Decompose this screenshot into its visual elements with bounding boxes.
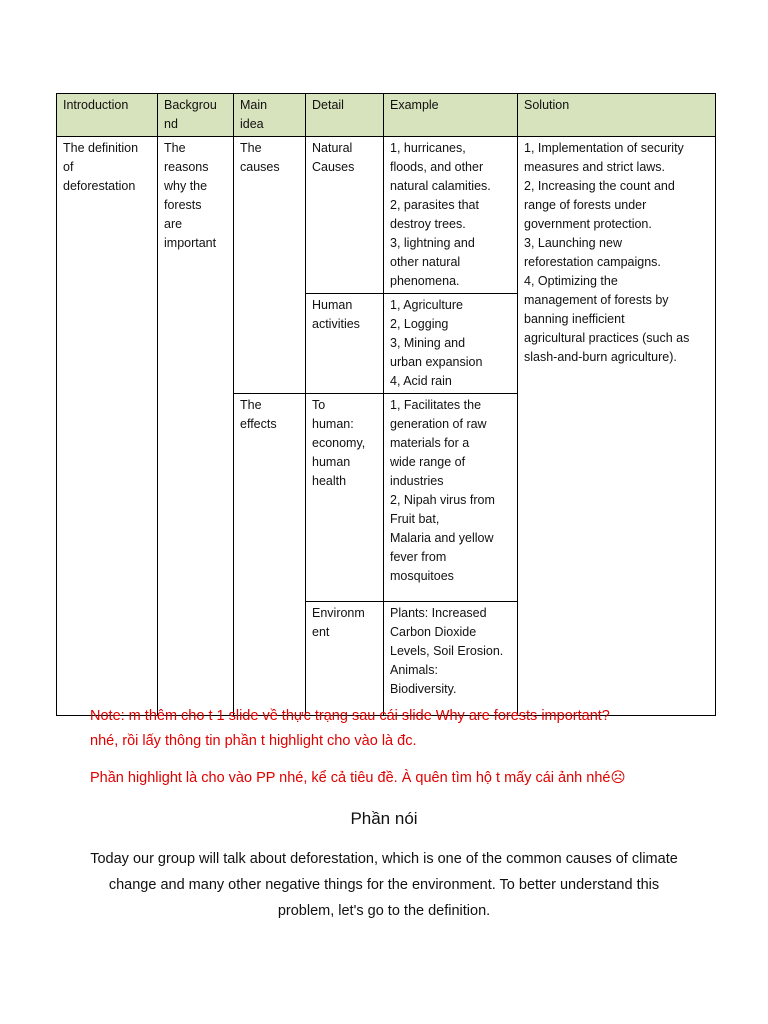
main-idea-causes-cell: The causes [234, 137, 306, 394]
detail-cell: Human activities [306, 294, 384, 394]
example-cell: Plants: Increased Carbon Dioxide Levels, Soil Erosion. Animals: Biodiversity. [384, 602, 518, 716]
solution-cell: 1, Implementation of security measures and strict laws. 2, Increasing the count and range of forests under government protection. 3, Launching new reforestation campaigns. 4, Optimizing the management of forests by banning inefficient agricultural practices (such as slash-and-burn agriculture). [518, 137, 716, 716]
table-header-row [57, 94, 716, 137]
background-cell: The reasons why the forests are important [158, 137, 234, 716]
header-detail: Detail [306, 94, 384, 137]
main-idea-effects-cell: The effects [234, 394, 306, 716]
table-row [57, 137, 716, 294]
introduction-cell: The definition of deforestation [57, 137, 158, 716]
note-text: Note: m thêm cho t 1 slide về thực trạng sau cái slide Why are forests important? nhé, rồi lấy thông tin phần t highlight cho vào là đc. [90, 708, 610, 749]
header-introduction: Introduction [57, 94, 158, 137]
speech-heading: Phần nói [350, 809, 418, 828]
header-example: Example [384, 94, 518, 137]
header-background: Backgrou nd [158, 94, 234, 137]
header-main-idea: Main idea [234, 94, 306, 137]
detail-cell: To human: economy, human health [306, 394, 384, 602]
detail-cell: Natural Causes [306, 137, 384, 294]
speech-paragraph: Today our group will talk about deforestation, which is one of the common causes of climate change and many other negative things for the environment. To better understand this problem, let's go to the definition. [90, 851, 678, 919]
example-cell: 1, Facilitates the generation of raw materials for a wide range of industries 2, Nipah virus from Fruit bat, Malaria and yellow fever from mosquitoes [384, 394, 518, 602]
example-cell: 1, Agriculture 2, Logging 3, Mining and urban expansion 4, Acid rain [384, 294, 518, 394]
header-solution: Solution [518, 94, 716, 137]
note-highlight-text: Phần highlight là cho vào PP nhé, kể cả tiêu đề. À quên tìm hộ t mấy cái ảnh nhé☹ [90, 770, 626, 786]
example-cell: 1, hurricanes, floods, and other natural calamities. 2, parasites that destroy trees. 3, lightning and other natural phenomena. [384, 137, 518, 294]
deforestation-outline-table [56, 93, 716, 716]
detail-cell: Environm ent [306, 602, 384, 716]
